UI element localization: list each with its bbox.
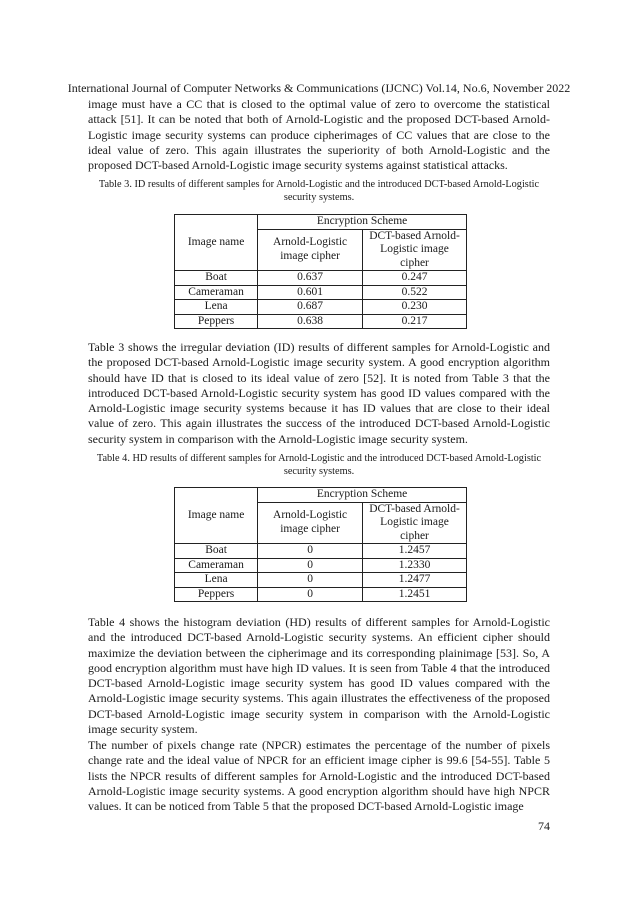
table-3 <box>174 214 467 329</box>
header-encryption-scheme: Encryption Scheme <box>258 488 467 503</box>
header-arnold-logistic: Arnold-Logistic image cipher <box>258 502 363 544</box>
page-number: 74 <box>538 819 550 833</box>
cell-image-name: Boat <box>175 544 258 559</box>
cell-dct-value: 0.230 <box>363 300 467 315</box>
table-row <box>175 558 467 573</box>
cell-arnold-value: 0.638 <box>258 314 363 329</box>
cell-arnold-value: 0 <box>258 587 363 602</box>
journal-header: International Journal of Computer Networks & Communications (IJCNC) Vol.14, No.6, November 2022 <box>67 81 571 95</box>
header-arnold-logistic: Arnold-Logistic image cipher <box>258 229 363 271</box>
table-row <box>175 300 467 315</box>
table-row <box>175 573 467 588</box>
table-4 <box>174 487 467 602</box>
header-encryption-scheme: Encryption Scheme <box>258 215 467 230</box>
cell-image-name: Lena <box>175 300 258 315</box>
table-row <box>175 285 467 300</box>
cell-image-name: Cameraman <box>175 558 258 573</box>
cell-arnold-value: 0.687 <box>258 300 363 315</box>
cell-arnold-value: 0.637 <box>258 271 363 286</box>
cell-image-name: Boat <box>175 271 258 286</box>
cell-arnold-value: 0 <box>258 573 363 588</box>
header-dct-arnold-logistic: DCT-based Arnold-Logistic image cipher <box>363 229 467 271</box>
cell-image-name: Peppers <box>175 314 258 329</box>
cell-image-name: Peppers <box>175 587 258 602</box>
cell-dct-value: 0.522 <box>363 285 467 300</box>
cell-dct-value: 1.2330 <box>363 558 467 573</box>
table-row <box>175 314 467 329</box>
paragraph-npcr-intro: The number of pixels change rate (NPCR) estimates the percentage of the number of pixels change rate and the ideal value of NPCR for an efficient image cipher is 99.6 [54-55]. Table 5 lists the NPCR results of different samples for Arnold-Logistic and the introduced DCT-based Arnold-Logistic image security systems. A good encryption algorithm should have high NPCR values. It can be noticed from Table 5 that the proposed DCT-based Arnold-Logistic image <box>88 738 550 814</box>
paragraph-hd-results: Table 4 shows the histogram deviation (HD) results of different samples for Arnold-Logistic and the introduced DCT-based Arnold-Logistic security systems. An efficient cipher should maximize the deviation between the cipherimage and its corresponding plainimage [53]. So, A good encryption algorithm must have high ID values. It is seen from Table 4 that the introduced DCT-based Arnold-Logistic image security system has good ID values compared with the Arnold-Logistic image security systems. This again illustrates the effectiveness of the proposed DCT-based Arnold-Logistic image security system in comparison with the Arnold-Logistic image security system. <box>88 615 550 737</box>
header-image-name: Image name <box>175 215 258 271</box>
cell-image-name: Lena <box>175 573 258 588</box>
table-row <box>175 587 467 602</box>
cell-arnold-value: 0 <box>258 544 363 559</box>
table-row <box>175 544 467 559</box>
cell-image-name: Cameraman <box>175 285 258 300</box>
table-3-caption: Table 3. ID results of different samples for Arnold-Logistic and the introduced DCT-based Arnold-Logistic security systems. <box>98 179 540 203</box>
header-image-name: Image name <box>175 488 258 544</box>
cell-dct-value: 1.2457 <box>363 544 467 559</box>
table-4-caption: Table 4. HD results of different samples for Arnold-Logistic and the introduced DCT-based Arnold-Logistic security systems. <box>96 453 542 477</box>
cell-arnold-value: 0.601 <box>258 285 363 300</box>
table-row <box>175 271 467 286</box>
cell-dct-value: 0.247 <box>363 271 467 286</box>
paragraph-cc-conclusion: image must have a CC that is closed to the optimal value of zero to overcome the statistical attack [51]. It can be noted that both of Arnold-Logistic and the proposed DCT-based Arnold-Logistic image security systems can produce cipherimages of CC values that are close to the ideal value of zero. This again illustrates the superiority of both Arnold-Logistic and the proposed DCT-based Arnold-Logistic image security systems against statistical attacks. <box>88 97 550 173</box>
cell-dct-value: 0.217 <box>363 314 467 329</box>
cell-arnold-value: 0 <box>258 558 363 573</box>
cell-dct-value: 1.2477 <box>363 573 467 588</box>
paragraph-id-results: Table 3 shows the irregular deviation (ID) results of different samples for Arnold-Logistic and the proposed DCT-based Arnold-Logistic image security system. A good encryption algorithm should have ID that is closed to its ideal value of zero [52]. It is noted from Table 3 that the introduced DCT-based Arnold-Logistic security system has good ID values compared with the Arnold-Logistic image security systems because it has ID values that are close to their ideal value of zero. This again illustrates the success of the introduced DCT-based Arnold-Logistic security system in comparison with the Arnold-Logistic image security system. <box>88 340 550 446</box>
cell-dct-value: 1.2451 <box>363 587 467 602</box>
header-dct-arnold-logistic: DCT-based Arnold-Logistic image cipher <box>363 502 467 544</box>
